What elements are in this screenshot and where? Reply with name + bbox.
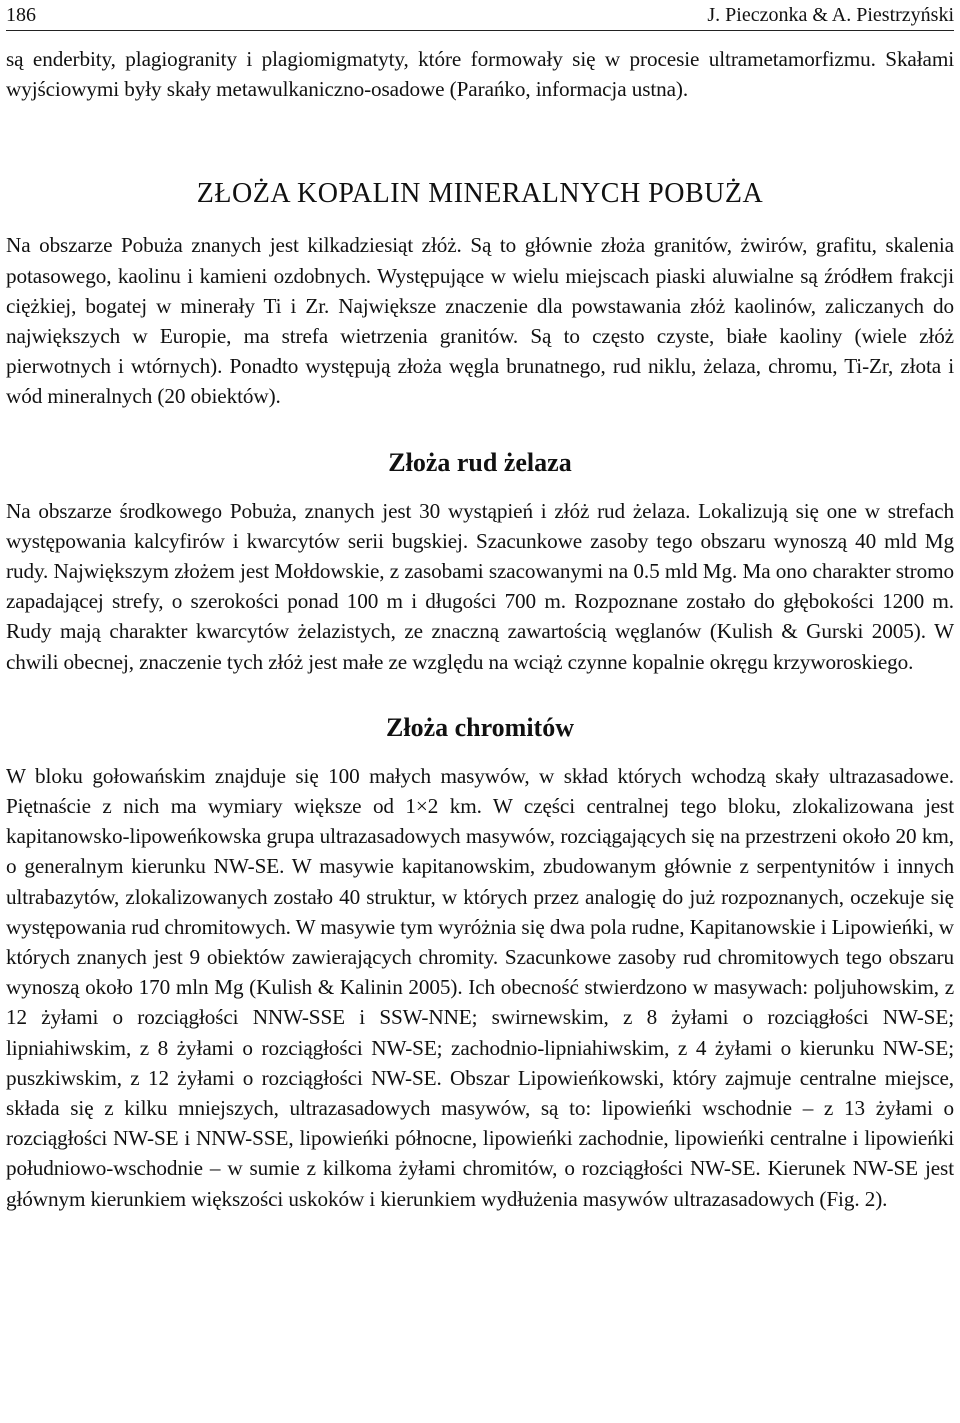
subsection-title-iron: Złoża rud żelaza bbox=[388, 447, 572, 477]
running-header bbox=[6, 0, 954, 31]
intro-paragraph: są enderbity, plagiogranity i plagiomigmatyty, które formowały się w procesie ultrametamorfizmu. Skałami wyjściowymi były skały metawulkaniczno-osadowe (Parańko, informacja ustna). bbox=[6, 47, 954, 102]
section-title: ZŁOŻA KOPALIN MINERALNYCH POBUŻA bbox=[196, 178, 764, 210]
subsection-title-chromite: Złoża chromitów bbox=[386, 712, 574, 742]
iron-paragraph: Na obszarze środkowego Pobuża, znanych jest 30 wystąpień i złóż rud żelaza. Lokalizują się one w strefach występowania kalcyfirów i kwarcytów serii bugskiej. Szacunkowe zasoby tego obszaru wynoszą 40 mld Mg rudy. Największym złożem jest Mołdowskie, z zasobami szacowanymi na 0.5 mld Mg. Ma ono charakter stromo zapadającej strefy, o szerokości ponad 100 m i długości 700 m. Rozpoznane zostało do głębokości 1200 m. Rudy mają charakter kwarcytów żelazistych, ze znaczną zawartością węglanów (Kulish & Gurski 2005). W chwili obecnej, znaczenie tych złóż jest małe ze względu na wciąż czynne kopalnie okręgu krzyworoskiego. bbox=[6, 498, 954, 674]
chromite-paragraph: W bloku gołowańskim znajduje się 100 małych masywów, w skład których wchodzą skały ultrazasadowe. Piętnaście z nich ma wymiary większe od 1×2 km. W części centralnej tego bloku, zlokalizowana jest kapitanowsko-lipoweńkowska grupa ultrazasadowych masywów, rozciągających się na przestrzeni około 20 km, o generalnym kierunku NW-SE. W masywie kapitanowskim, zbudowanym głównie z serpentynitów i innych ultrabazytów, zlokalizowanych zostało 40 struktur, w których przez analogię do już rozpoznanych, oczekuje się występowania rud chromitowych. W masywie tym wyróżnia się dwa pola rudne, Kapitanowskie i Lipowieńki, w których znanych jest 9 obiektów zawierających chromity. Szacunkowe zasoby rud chromitowych tego obszaru wynoszą około 170 mln Mg (Kulish & Kalinin 2005). Ich obecność stwierdzono w masywach: poljuhowskim, z 12 żyłami o rozciągłości NNW-SSE i SSW-NNE; swirnewskim, z 8 żyłami o rozciągłości NW-SE; lipniahiwskim, z 8 żyłami o rozciągłości NW-SE; zachodnio-lipniahiwskim, z 4 żyłami o kierunku NW-SE; puszkiwskim, z 12 żyłami o rozciągłości NW-SE. Obszar Lipowieńkowski, który zajmuje centralne miejsce, składa się z kilku mniejszych, ultrazasadowych masywów, są to: lipowieńki wschodnie – z 13 żyłami o rozciągłości NW-SE i NNW-SSE, lipowieńki północne, lipowieńki zachodnie, lipowieńki centralne i lipowieńki południowo-wschodnie – w sumie z kilkoma żyłami chromitów, o rozciągłości NW-SE. Kierunek NW-SE jest głównym kierunkiem większości uskoków i kierunkiem wydłużenia masywów ultrazasadowych (Fig. 2). bbox=[6, 763, 954, 1211]
section-paragraph: Na obszarze Pobuża znanych jest kilkadziesiąt złóż. Są to głównie złoża granitów, żwirów, grafitu, skalenia potasowego, kaolinu i kamieni ozdobnych. Występujące w wielu miejscach piaski aluwialne są źródłem frakcji ciężkiej, bogatej w minerały Ti i Zr. Największe znaczenie dla powstawania złóż kaolinów, zaliczanych do największych w Europie, ma strefa wietrzenia granitów. Są to często czyste, białe kaoliny (wiele złóż pierwotnych i wtórnych). Ponadto występują złoża węgla brunatnego, rud niklu, żelaza, chromu, Ti-Zr, złota i wód mineralnych (20 obiektów). bbox=[6, 233, 954, 409]
header-authors: J. Pieczonka & A. Piestrzyński bbox=[707, 3, 954, 26]
body-content bbox=[6, 44, 954, 1214]
page-number: 186 bbox=[6, 3, 36, 26]
